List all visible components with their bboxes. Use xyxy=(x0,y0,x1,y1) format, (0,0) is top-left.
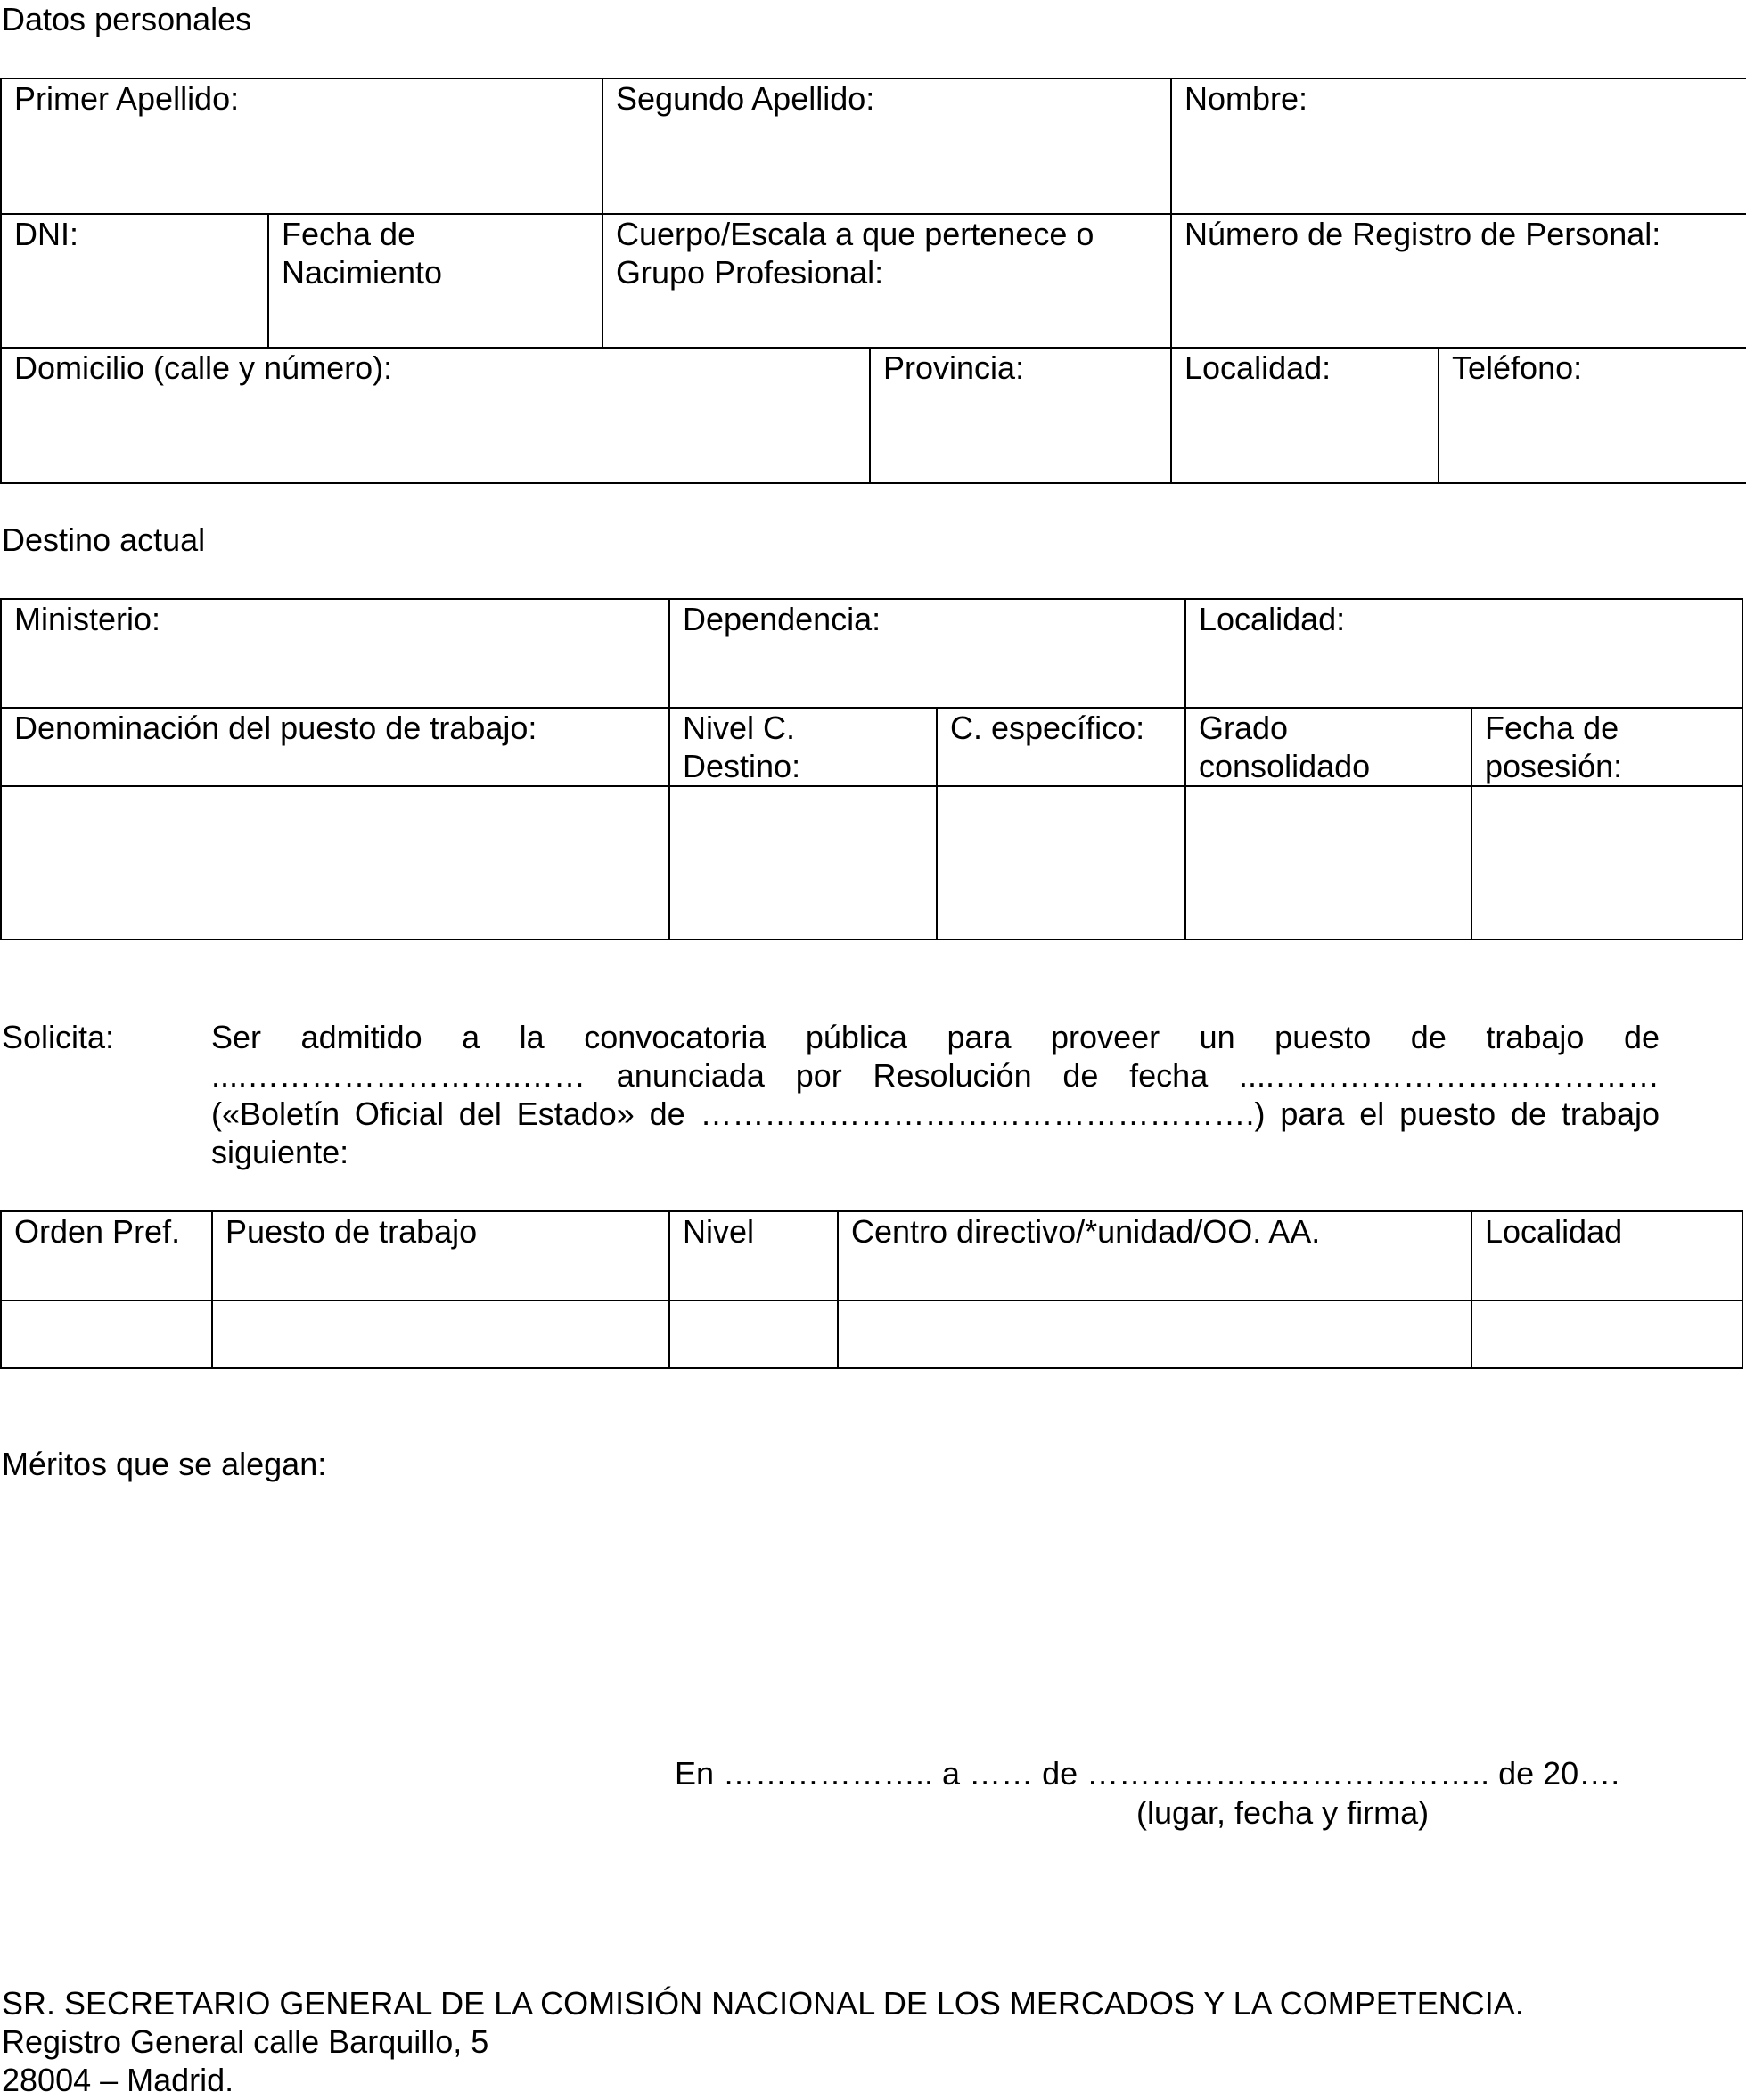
puestos-localidad-label: Localidad xyxy=(1485,1213,1623,1250)
puestos-table xyxy=(0,1210,1743,1369)
puesto-trabajo-input-cell[interactable] xyxy=(212,1300,669,1368)
localidad-label: Localidad: xyxy=(1184,349,1332,386)
nrp-label: Número de Registro de Personal: xyxy=(1184,216,1661,252)
cuerpo-escala-label-1: Cuerpo/Escala a que pertenece o xyxy=(616,216,1094,252)
grado-input-cell[interactable] xyxy=(1185,786,1471,939)
destinatario-line-2: Registro General calle Barquillo, 5 xyxy=(2,2023,489,2060)
destino-localidad-label: Localidad: xyxy=(1199,601,1346,637)
section-title-datos-personales: Datos personales xyxy=(2,1,252,37)
dni-label: DNI: xyxy=(14,216,78,252)
localidad-field[interactable] xyxy=(1171,348,1439,483)
telefono-label: Teléfono: xyxy=(1452,349,1583,386)
centro-directivo-input-cell[interactable] xyxy=(838,1300,1471,1368)
solicita-label: Solicita: xyxy=(2,1019,115,1055)
provincia-label: Provincia: xyxy=(883,349,1025,386)
solicita-line-4: siguiente: xyxy=(211,1134,349,1170)
telefono-field[interactable] xyxy=(1439,348,1746,483)
fecha-posesion-label-1: Fecha de xyxy=(1485,710,1619,746)
fecha-nacimiento-label-1: Fecha de xyxy=(282,216,416,252)
orden-pref-label: Orden Pref. xyxy=(14,1213,181,1250)
nivel-destino-header xyxy=(669,708,937,786)
fecha-posesion-label-2: posesión: xyxy=(1485,748,1623,784)
firma-line: En ……………….. a …… de ……………………………….. de 20…. xyxy=(675,1755,1620,1792)
nivel-label: Nivel xyxy=(683,1213,755,1250)
especifico-input-cell[interactable] xyxy=(937,786,1185,939)
denominacion-label: Denominación del puesto de trabajo: xyxy=(14,710,537,746)
denominacion-header xyxy=(1,708,669,786)
section-title-meritos: Méritos que se alegan: xyxy=(2,1446,327,1482)
destino-localidad-field[interactable] xyxy=(1185,599,1742,708)
nivel-destino-label-2: Destino: xyxy=(683,748,801,784)
segundo-apellido-label: Segundo Apellido: xyxy=(616,80,875,117)
dependencia-label: Dependencia: xyxy=(683,601,881,637)
solicita-text xyxy=(211,1018,1660,1171)
fecha-posesion-header xyxy=(1471,708,1742,786)
orden-pref-header xyxy=(1,1211,212,1300)
dni-field[interactable] xyxy=(1,214,268,348)
destino-table xyxy=(0,598,1743,940)
puestos-localidad-header xyxy=(1471,1211,1742,1300)
denominacion-input-cell[interactable] xyxy=(1,786,669,939)
fecha-nacimiento-field[interactable] xyxy=(268,214,602,348)
puesto-trabajo-header xyxy=(212,1211,669,1300)
especifico-header xyxy=(937,708,1185,786)
domicilio-field[interactable] xyxy=(1,348,870,483)
grado-label-2: consolidado xyxy=(1199,748,1371,784)
dependencia-field[interactable] xyxy=(669,599,1185,708)
domicilio-label: Domicilio (calle y número): xyxy=(14,349,393,386)
nombre-label: Nombre: xyxy=(1184,80,1308,117)
ministerio-field[interactable] xyxy=(1,599,669,708)
solicita-line-3: («Boletín Oficial del Estado» de …………………………………………….) para el puesto de trabajo xyxy=(211,1095,1660,1132)
section-title-destino-actual: Destino actual xyxy=(2,521,206,558)
grado-header xyxy=(1185,708,1471,786)
segundo-apellido-field[interactable] xyxy=(602,78,1171,214)
primer-apellido-field[interactable] xyxy=(1,78,602,214)
solicita-line-1: Ser admitido a la convocatoria pública para proveer un puesto de trabajo de xyxy=(211,1019,1660,1055)
nrp-field[interactable] xyxy=(1171,214,1746,348)
nivel-header xyxy=(669,1211,838,1300)
puestos-localidad-input-cell[interactable] xyxy=(1471,1300,1742,1368)
grado-label-1: Grado xyxy=(1199,710,1289,746)
cuerpo-escala-field[interactable] xyxy=(602,214,1171,348)
personal-data-table xyxy=(0,78,1746,484)
destinatario-line-1: SR. SECRETARIO GENERAL DE LA COMISIÓN NACIONAL DE LOS MERCADOS Y LA COMPETENCIA. xyxy=(2,1985,1524,2022)
primer-apellido-label: Primer Apellido: xyxy=(14,80,240,117)
puesto-trabajo-label: Puesto de trabajo xyxy=(225,1213,478,1250)
nivel-destino-input-cell[interactable] xyxy=(669,786,937,939)
especifico-label: C. específico: xyxy=(950,710,1145,746)
provincia-field[interactable] xyxy=(870,348,1171,483)
firma-caption: (lugar, fecha y firma) xyxy=(1136,1794,1430,1831)
ministerio-label: Ministerio: xyxy=(14,601,161,637)
nombre-field[interactable] xyxy=(1171,78,1746,214)
cuerpo-escala-label-2: Grupo Profesional: xyxy=(616,254,884,291)
orden-pref-input-cell[interactable] xyxy=(1,1300,212,1368)
nivel-input-cell[interactable] xyxy=(669,1300,838,1368)
fecha-posesion-input-cell[interactable] xyxy=(1471,786,1742,939)
destinatario-line-3: 28004 – Madrid. xyxy=(2,2062,234,2098)
centro-directivo-header xyxy=(838,1211,1471,1300)
fecha-nacimiento-label-2: Nacimiento xyxy=(282,254,443,291)
meritos-area[interactable] xyxy=(2,1489,1740,1729)
centro-directivo-label: Centro directivo/*unidad/OO. AA. xyxy=(851,1213,1321,1250)
solicita-line-2: ....……………………..…… anunciada por Resolución de fecha ....……………………………… xyxy=(211,1057,1660,1094)
nivel-destino-label-1: Nivel C. xyxy=(683,710,796,746)
